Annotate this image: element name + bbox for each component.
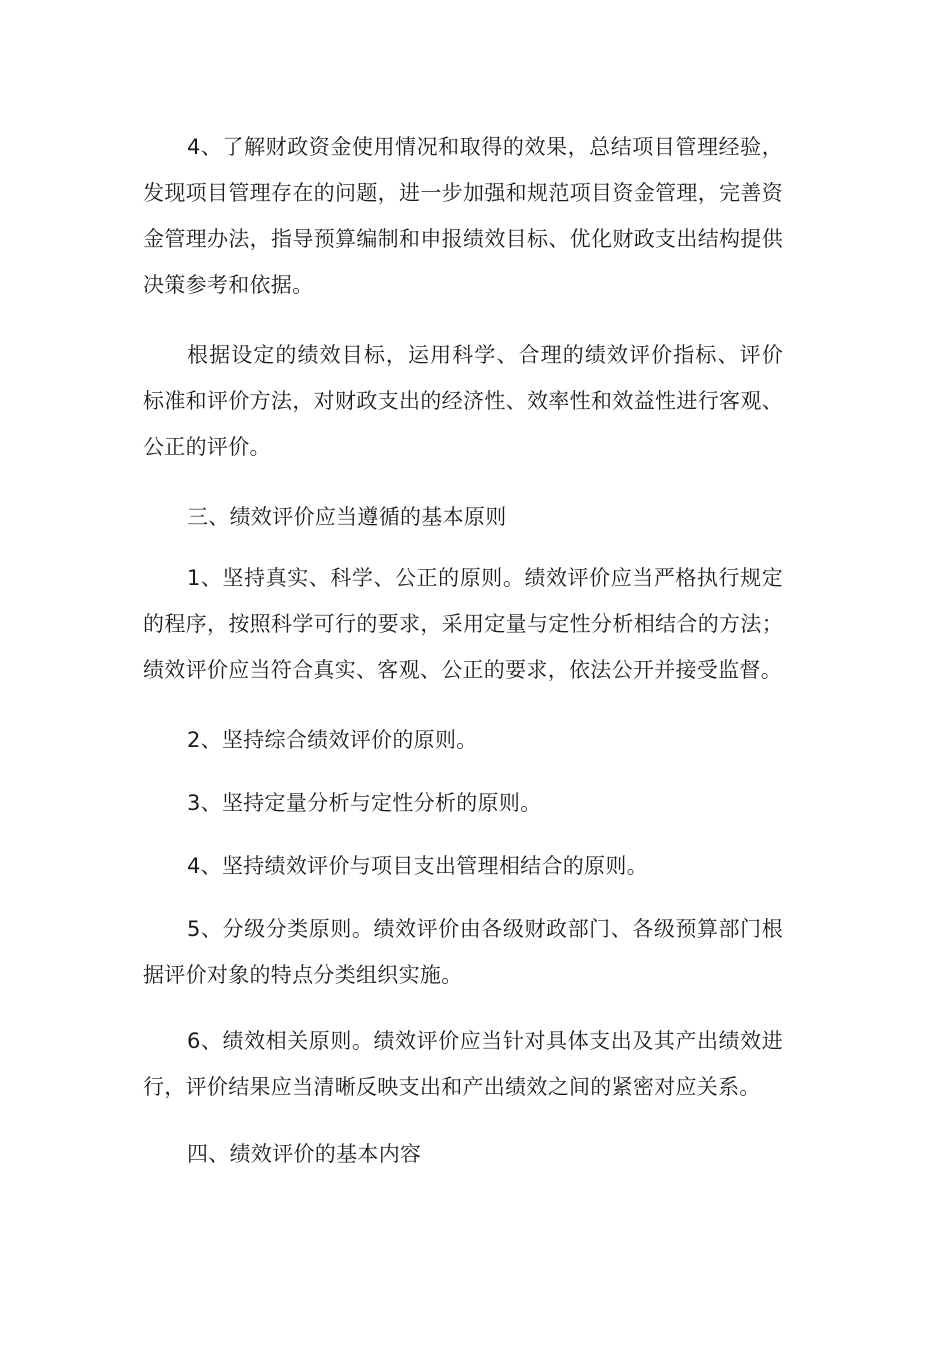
paragraph-purpose-4: 4、了解财政资金使用情况和取得的效果，总结项目管理经验，发现项目管理存在的问题，进一步加强和规范项目资金管理，完善资金管理办法，指导预算编制和申报绩效目标、优化财政支出结构提供决策参考和依据。 xyxy=(143,135,783,297)
paragraph-principle-1: 1、坚持真实、科学、公正的原则。绩效评价应当严格执行规定的程序，按照科学可行的要求，采用定量与定性分析相结合的方法；绩效评价应当符合真实、客观、公正的要求，依法公开并接受监督。 xyxy=(143,566,783,682)
paragraph-principle-3: 3、坚持定量分析与定性分析的原则。 xyxy=(187,791,542,815)
paragraph-principle-2: 2、坚持综合绩效评价的原则。 xyxy=(187,728,478,752)
paragraph-definition: 根据设定的绩效目标，运用科学、合理的绩效评价指标、评价标准和评价方法，对财政支出的经济性、效率性和效益性进行客观、公正的评价。 xyxy=(143,343,783,459)
section-heading-3: 三、绩效评价应当遵循的基本原则 xyxy=(187,505,507,529)
section-heading-4: 四、绩效评价的基本内容 xyxy=(187,1142,422,1166)
paragraph-principle-5: 5、分级分类原则。绩效评价由各级财政部门、各级预算部门根据评价对象的特点分类组织实施。 xyxy=(143,917,783,987)
paragraph-principle-4: 4、坚持绩效评价与项目支出管理相结合的原则。 xyxy=(187,854,648,878)
paragraph-principle-6: 6、绩效相关原则。绩效评价应当针对具体支出及其产出绩效进行，评价结果应当清晰反映支出和产出绩效之间的紧密对应关系。 xyxy=(143,1029,783,1099)
